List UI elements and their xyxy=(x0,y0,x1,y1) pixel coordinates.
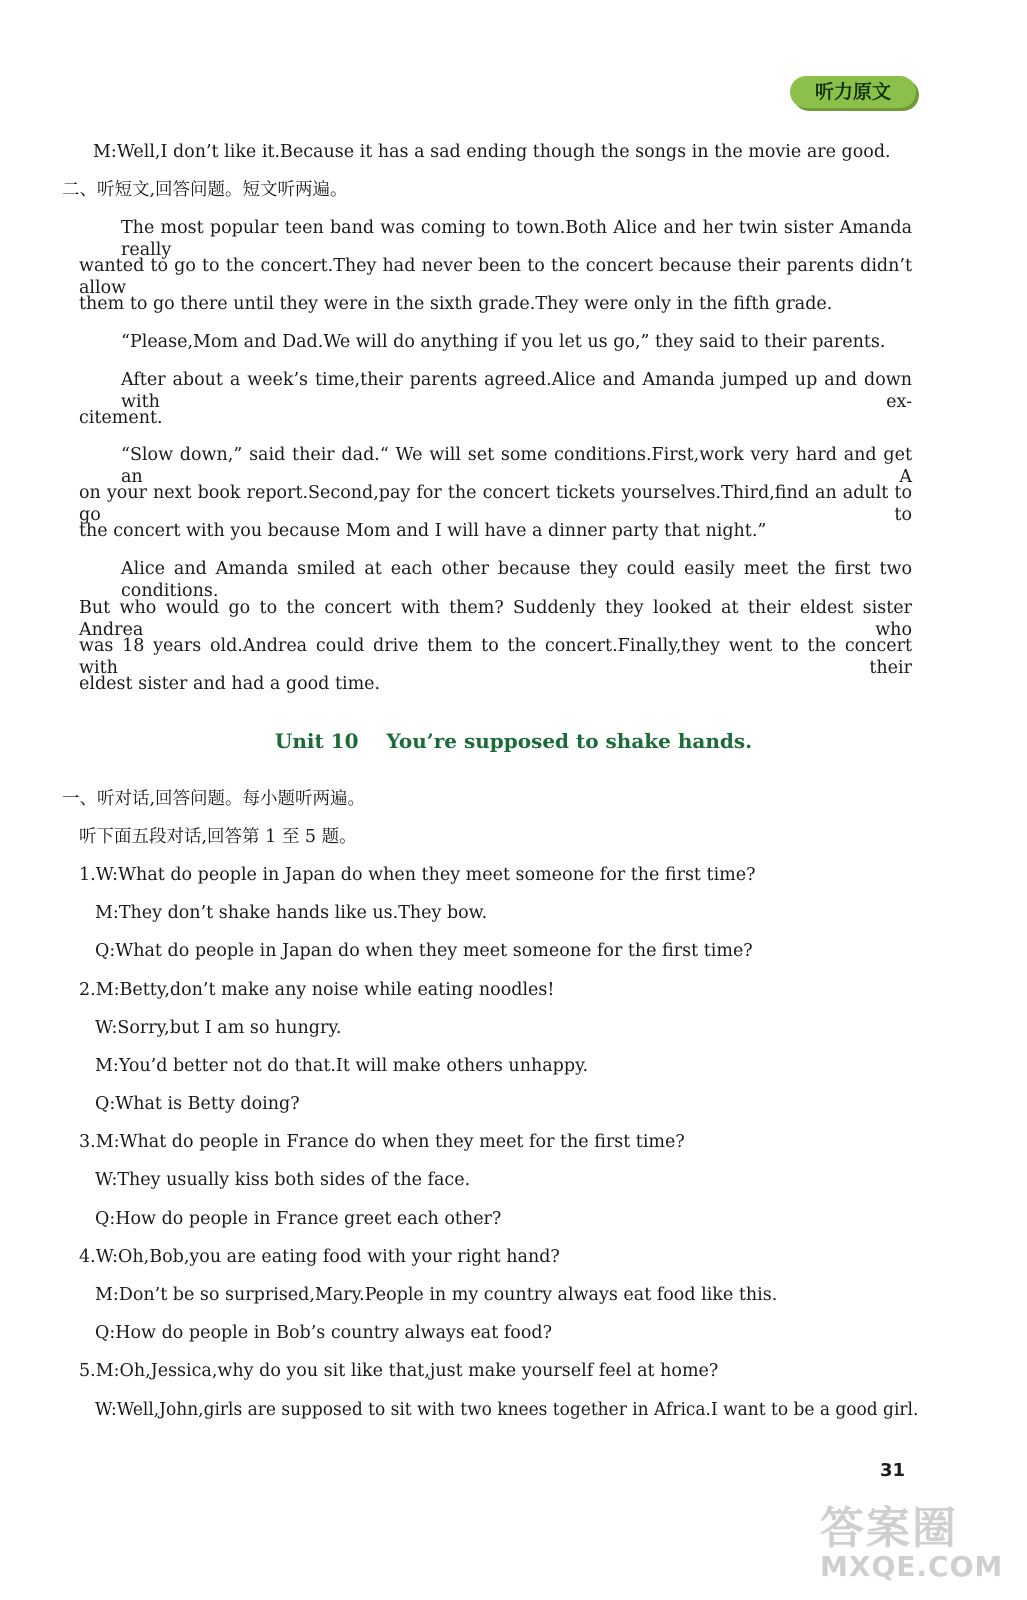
passage-line: “Please,Mom and Dad.We will do anything if you let us go,” they said to their parents. xyxy=(121,332,886,352)
passage-line: wanted to go to the concert.They had never been to the concert because their parents didn’t allow xyxy=(79,256,912,298)
dialogue-line: M:You’d better not do that.It will make others unhappy. xyxy=(95,1056,589,1076)
dialogue-line: Q:How do people in France greet each other? xyxy=(95,1209,502,1229)
dialogue-line: 1.W:What do people in Japan do when they meet someone for the first time? xyxy=(79,865,756,885)
section-heading: 二、听短文,回答问题。短文听两遍。 xyxy=(62,180,348,200)
passage-line: But who would go to the concert with them? Suddenly they looked at their eldest sister Andrea who xyxy=(79,598,912,640)
passage-line: “Slow down,” said their dad.“ We will set some conditions.First,work very hard and get an A xyxy=(121,445,912,487)
passage-line: After about a week’s time,their parents agreed.Alice and Amanda jumped up and down with ex- xyxy=(121,370,912,412)
dialogue-line: Q:What is Betty doing? xyxy=(95,1094,300,1114)
dialogue-line: Q:How do people in Bob’s country always eat food? xyxy=(95,1323,552,1343)
site-watermark xyxy=(820,1492,1020,1594)
dialogue-line: M:Well,I don’t like it.Because it has a sad ending though the songs in the movie are good. xyxy=(93,142,891,162)
dialogue-line: M:They don’t shake hands like us.They bow. xyxy=(95,903,488,923)
dialogue-line: 4.W:Oh,Bob,you are eating food with your right hand? xyxy=(79,1247,560,1267)
section-instruction: 听下面五段对话,回答第 1 至 5 题。 xyxy=(79,827,357,847)
section-badge: 听力原文 xyxy=(790,76,916,108)
page-number: 31 xyxy=(880,1460,906,1481)
dialogue-line: W:Well,John,girls are supposed to sit with two knees together in Africa.I want to be a good girl. xyxy=(95,1400,919,1420)
passage-line: citement. xyxy=(79,408,163,428)
passage-line: Alice and Amanda smiled at each other because they could easily meet the first two conditions. xyxy=(121,559,912,601)
dialogue-line: W:Sorry,but I am so hungry. xyxy=(95,1018,342,1038)
passage-line: eldest sister and had a good time. xyxy=(79,674,381,694)
watermark-logo-text: 答案圈 xyxy=(820,1503,958,1554)
unit-title: Unit 10 You’re supposed to shake hands. xyxy=(274,729,753,753)
passage-line: The most popular teen band was coming to town.Both Alice and her twin sister Amanda really xyxy=(121,218,912,260)
dialogue-line: W:They usually kiss both sides of the face. xyxy=(95,1170,471,1190)
dialogue-line: 3.M:What do people in France do when they meet for the first time? xyxy=(79,1132,685,1152)
passage-line: on your next book report.Second,pay for the concert tickets yourselves.Third,find an adult to go to xyxy=(79,483,912,525)
dialogue-line: 5.M:Oh,Jessica,why do you sit like that,just make yourself feel at home? xyxy=(79,1361,719,1381)
watermark-domain-text: MXQE.COM xyxy=(820,1550,1004,1583)
dialogue-line: M:Don’t be so surprised,Mary.People in my country always eat food like this. xyxy=(95,1285,778,1305)
dialogue-line: 2.M:Betty,don’t make any noise while eating noodles! xyxy=(79,980,555,1000)
passage-line: the concert with you because Mom and I will have a dinner party that night.” xyxy=(79,521,767,541)
dialogue-line: Q:What do people in Japan do when they meet someone for the first time? xyxy=(95,941,753,961)
section-heading: 一、听对话,回答问题。每小题听两遍。 xyxy=(62,789,366,809)
passage-line: them to go there until they were in the sixth grade.They were only in the fifth grade. xyxy=(79,294,833,314)
passage-line: was 18 years old.Andrea could drive them to the concert.Finally,they went to the concert with their xyxy=(79,636,912,678)
